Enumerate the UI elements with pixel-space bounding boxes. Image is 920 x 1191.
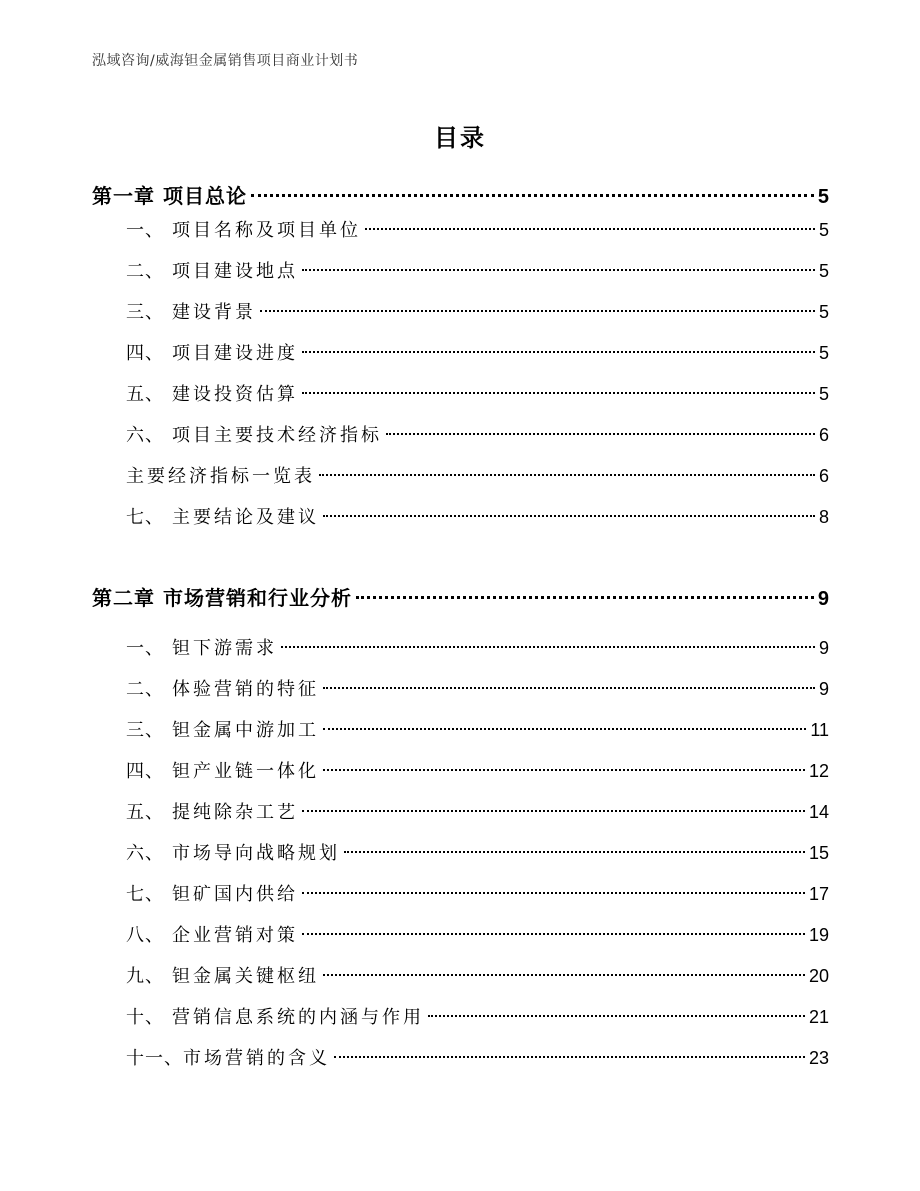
toc-entry-number: 一、 bbox=[126, 220, 164, 241]
toc-section-entry[interactable] bbox=[126, 421, 829, 450]
toc-dot-leader bbox=[365, 228, 815, 230]
toc-entry-label: 市场导向战略规划 bbox=[172, 843, 340, 864]
toc-page-number: 8 bbox=[818, 507, 829, 527]
toc-dot-leader bbox=[281, 646, 815, 648]
toc-dot-leader bbox=[302, 933, 805, 935]
toc-entry-number: 二、 bbox=[126, 261, 164, 282]
toc-page-number: 11 bbox=[810, 720, 829, 740]
toc-section-entry[interactable] bbox=[126, 921, 829, 950]
toc-page-number: 9 bbox=[818, 638, 829, 658]
toc-section-entry[interactable] bbox=[126, 1044, 829, 1073]
toc-title: 目录 bbox=[434, 124, 486, 152]
toc-entry-label: 市场营销和行业分析 bbox=[163, 586, 352, 610]
toc-section-entry[interactable] bbox=[126, 257, 829, 286]
toc-page-number: 20 bbox=[808, 966, 829, 986]
running-header: 泓域咨询/威海钽金属销售项目商业计划书 bbox=[92, 53, 359, 69]
toc-section-entry[interactable] bbox=[126, 757, 829, 786]
toc-entry-label: 建设背景 bbox=[172, 302, 256, 323]
toc-entry-label: 营销信息系统的内涵与作用 bbox=[172, 1007, 424, 1028]
toc-section-entry[interactable] bbox=[126, 675, 829, 704]
toc-entry-number: 六、 bbox=[126, 843, 164, 864]
toc-section-entry[interactable] bbox=[126, 634, 829, 663]
toc-dot-leader bbox=[319, 474, 815, 476]
toc-dot-leader bbox=[260, 310, 815, 312]
toc-entry-number: 十一、 bbox=[126, 1048, 183, 1069]
toc-section-entry[interactable] bbox=[126, 962, 829, 991]
toc-entry-number: 四、 bbox=[126, 343, 164, 364]
toc-entry-label: 主要结论及建议 bbox=[172, 507, 319, 528]
toc-entry-label: 钽金属中游加工 bbox=[172, 720, 319, 741]
toc-entry-label: 建设投资估算 bbox=[172, 384, 298, 405]
toc-entry-number: 七、 bbox=[126, 884, 164, 905]
toc-page-number: 5 bbox=[818, 220, 829, 240]
toc-page-number: 5 bbox=[818, 261, 829, 281]
toc-section-entry[interactable] bbox=[126, 298, 829, 327]
toc-section-entry[interactable] bbox=[126, 839, 829, 868]
toc-entry-number: 六、 bbox=[126, 425, 164, 446]
toc-entry-label: 项目总论 bbox=[163, 184, 247, 208]
toc-page-number: 21 bbox=[808, 1007, 829, 1027]
toc-page-number: 23 bbox=[808, 1048, 829, 1068]
toc-dot-leader bbox=[323, 728, 806, 730]
toc-entry-label: 企业营销对策 bbox=[172, 925, 298, 946]
toc-page-number: 15 bbox=[808, 843, 829, 863]
toc-dot-leader bbox=[302, 269, 815, 271]
toc-page-number: 6 bbox=[818, 425, 829, 445]
toc-dot-leader bbox=[344, 851, 805, 853]
toc-section-entry[interactable] bbox=[126, 503, 829, 532]
toc-page-number: 17 bbox=[808, 884, 829, 904]
toc-entry-label: 项目建设进度 bbox=[172, 343, 298, 364]
toc-entry-label: 项目名称及项目单位 bbox=[172, 220, 361, 241]
toc-dot-leader bbox=[386, 433, 815, 435]
toc-page-number: 5 bbox=[818, 302, 829, 322]
toc-chapter-entry[interactable] bbox=[92, 182, 829, 211]
toc-section-entry[interactable] bbox=[126, 798, 829, 827]
toc-entry-number: 五、 bbox=[126, 384, 164, 405]
toc-entry-number: 第二章 bbox=[92, 586, 155, 610]
toc-page-number: 6 bbox=[818, 466, 829, 486]
toc-entry-number: 八、 bbox=[126, 925, 164, 946]
toc-dot-leader bbox=[302, 810, 805, 812]
toc-dot-leader bbox=[302, 351, 815, 353]
toc-section-entry[interactable] bbox=[126, 880, 829, 909]
toc-dot-leader bbox=[302, 392, 815, 394]
toc-entry-number: 二、 bbox=[126, 679, 164, 700]
toc-entry-number: 五、 bbox=[126, 802, 164, 823]
toc-section-entry[interactable] bbox=[126, 380, 829, 409]
toc-section-entry[interactable] bbox=[126, 1003, 829, 1032]
toc-page-number: 19 bbox=[808, 925, 829, 945]
toc-entry-label: 市场营销的含义 bbox=[183, 1048, 330, 1069]
toc-entry-number: 七、 bbox=[126, 507, 164, 528]
toc-dot-leader bbox=[302, 892, 805, 894]
toc-entry-label: 体验营销的特征 bbox=[172, 679, 319, 700]
toc-entry-number: 九、 bbox=[126, 966, 164, 987]
toc-entry-label: 项目主要技术经济指标 bbox=[172, 425, 382, 446]
toc-page-number: 9 bbox=[818, 679, 829, 699]
toc-entry-label: 钽矿国内供给 bbox=[172, 884, 298, 905]
toc-entry-label: 钽产业链一体化 bbox=[172, 761, 319, 782]
toc-chapter-entry[interactable] bbox=[92, 584, 829, 613]
toc-entry-number: 四、 bbox=[126, 761, 164, 782]
toc-page-number: 5 bbox=[817, 186, 829, 208]
toc-page-number: 12 bbox=[808, 761, 829, 781]
toc-section-entry[interactable] bbox=[126, 216, 829, 245]
toc-dot-leader bbox=[356, 596, 814, 599]
toc-section-entry[interactable] bbox=[126, 716, 829, 745]
toc-page-number: 5 bbox=[818, 384, 829, 404]
toc-dot-leader bbox=[428, 1015, 805, 1017]
toc-entry-label: 主要经济指标一览表 bbox=[126, 466, 315, 487]
toc-entry-number: 十、 bbox=[126, 1007, 164, 1028]
toc-section-entry[interactable] bbox=[126, 339, 829, 368]
toc-dot-leader bbox=[323, 974, 805, 976]
toc-dot-leader bbox=[251, 194, 814, 197]
toc-dot-leader bbox=[323, 687, 815, 689]
toc-entry-label: 提纯除杂工艺 bbox=[172, 802, 298, 823]
toc-page-number: 14 bbox=[808, 802, 829, 822]
toc-entry-number: 一、 bbox=[126, 638, 164, 659]
toc-dot-leader bbox=[323, 769, 805, 771]
toc-dot-leader bbox=[334, 1056, 805, 1058]
toc-entry-label: 钽下游需求 bbox=[172, 638, 277, 659]
toc-entry-number: 三、 bbox=[126, 302, 164, 323]
toc-entry-label: 项目建设地点 bbox=[172, 261, 298, 282]
toc-entry-number: 三、 bbox=[126, 720, 164, 741]
toc-page-number: 9 bbox=[817, 588, 829, 610]
toc-section-entry[interactable] bbox=[126, 462, 829, 491]
toc-dot-leader bbox=[323, 515, 815, 517]
toc-page-number: 5 bbox=[818, 343, 829, 363]
toc-entry-label: 钽金属关键枢纽 bbox=[172, 966, 319, 987]
toc-entry-number: 第一章 bbox=[92, 184, 155, 208]
